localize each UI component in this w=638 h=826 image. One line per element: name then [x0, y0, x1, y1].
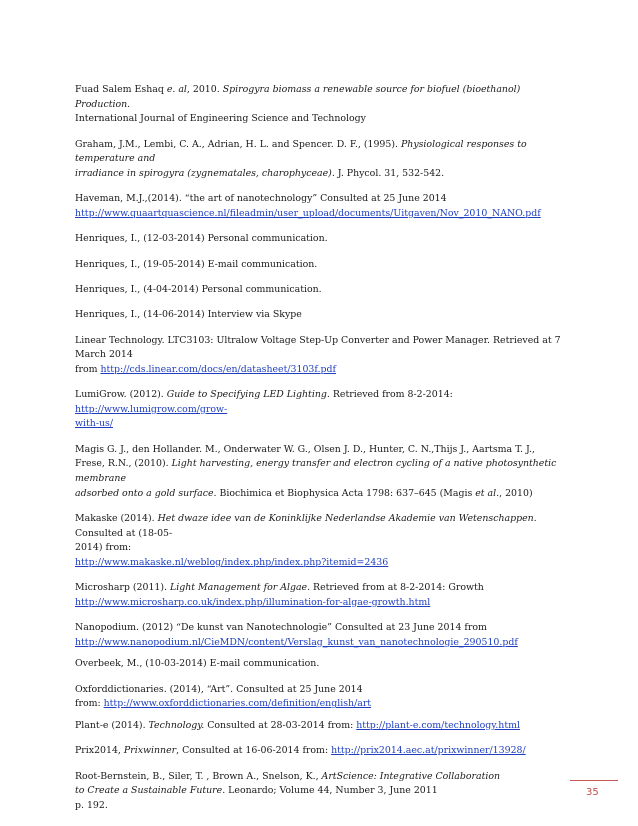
- reference-italic-text: e. al: [166, 84, 187, 95]
- reference-text: , 2010.: [186, 84, 223, 95]
- reference-entry-graham: [75, 138, 575, 182]
- reference-line: [75, 487, 575, 502]
- reference-italic-text: Het dwaze idee van de Koninklijke Nederlandse Akademie van Wetenschappen: [157, 513, 534, 525]
- reference-text: Nanopodium. (2012) “De kunst van Nanotechnologie” Consulted at 23 June 2014 from: [75, 622, 487, 634]
- reference-text: , Consulted at 16-06-2014 from:: [176, 745, 332, 757]
- reference-entry-henriques3: [75, 283, 575, 298]
- reference-line: [75, 744, 575, 759]
- reference-text: from:: [75, 698, 104, 710]
- reference-text: Plant-e (2014).: [75, 719, 149, 731]
- reference-line: [75, 683, 575, 698]
- reference-italic-text: Light Management for Algae.: [170, 582, 311, 594]
- reference-text: . Biochimica et Biophysica Acta 1798: 637–645 (Magis: [213, 487, 476, 499]
- reference-text: Overbeek, M., (10-03-2014) E-mail communication.: [75, 658, 320, 670]
- reference-italic-text: et al.: [475, 487, 500, 499]
- reference-text: International Journal of Engineering Science and Technology: [75, 113, 366, 125]
- page-number: 35: [586, 787, 599, 798]
- reference-text: . Consulted at (18-05-: [75, 513, 537, 539]
- reference-italic-text: Spirogyra biomass a renewable source for biofuel (bioethanol) Production.: [75, 84, 521, 110]
- reference-italic-text: Guide to Specifying LED Lighting.: [166, 389, 330, 401]
- reference-line: [75, 232, 575, 247]
- reference-line: [75, 581, 575, 596]
- reference-text: Oxforddictionaries. (2014), “Art”. Consulted at 25 June 2014: [75, 683, 363, 695]
- reference-link[interactable]: http://www.quaartquascience.nl/fileadmin/user_upload/documents/Uitgaven/Nov_2010_NANO.pdf: [75, 207, 541, 219]
- reference-link[interactable]: http://plant-e.com/technology.html: [356, 719, 520, 731]
- reference-entry-prix: [75, 744, 575, 759]
- reference-text: Henriques, I., (19-05-2014) E-mail communication.: [75, 258, 318, 270]
- reference-italic-text: adsorbed onto a gold surface: [75, 487, 214, 499]
- reference-line: [75, 112, 575, 127]
- footer-rule: [570, 780, 618, 781]
- reference-text: LumiGrow. (2012).: [75, 389, 167, 401]
- reference-text: Magis G. J., den Hollander. M., Onderwater W. G., Olsen J. D., Hunter, C. N.,Thijs J., Aartsma T. J.,: [75, 443, 535, 455]
- reference-entry-linear: [75, 334, 575, 378]
- reference-text: Makaske (2014).: [75, 513, 158, 525]
- reference-text: Linear Technology. LTC3103: Ultralow Voltage Step-Up Converter and Power Manager. Retrieved at 7 March 2014: [75, 334, 561, 361]
- reference-list: [75, 83, 575, 824]
- reference-line: [75, 258, 575, 273]
- reference-text: Consulted at 28-03-2014 from:: [204, 719, 357, 731]
- reference-text: 2014) from:: [75, 542, 132, 554]
- reference-text: from: [75, 363, 101, 375]
- reference-line: [75, 784, 575, 799]
- reference-text: Frese, R.N., (2010).: [75, 458, 172, 470]
- reference-entry-root: [75, 770, 575, 814]
- reference-line: [75, 799, 575, 814]
- reference-text: . Leonardo; Volume 44, Number 3, June 2011: [222, 785, 438, 797]
- reference-line: [75, 719, 575, 734]
- reference-line: [75, 556, 575, 571]
- reference-link[interactable]: http://www.lumigrow.com/grow-: [75, 403, 228, 415]
- reference-line: [75, 334, 575, 363]
- reference-entry-nanopodium: [75, 621, 575, 650]
- reference-text: Haveman, M.J.,(2014). “the art of nanotechnology” Consulted at 25 June 2014: [75, 193, 447, 205]
- reference-entry-microsharp: [75, 581, 575, 610]
- reference-line: [75, 388, 575, 417]
- reference-line: [75, 541, 575, 556]
- reference-line: [75, 207, 575, 222]
- reference-text: Henriques, I., (12-03-2014) Personal communication.: [75, 233, 328, 245]
- reference-line: [75, 83, 575, 112]
- reference-italic-text: Physiological responses to temperature and: [75, 138, 527, 165]
- reference-entry-lumigrow: [75, 388, 575, 432]
- reference-text: Prix2014,: [75, 745, 124, 757]
- reference-entry-oxford: [75, 683, 575, 712]
- reference-text: Henriques, I., (4-04-2014) Personal communication.: [75, 283, 322, 295]
- reference-line: [75, 283, 575, 298]
- reference-italic-text: to Create a Sustainable Future: [75, 785, 223, 797]
- reference-text: Retrieved from at 8-2-2014: Growth: [310, 582, 484, 594]
- reference-entry-eshaq: [75, 83, 575, 127]
- reference-link[interactable]: http://www.oxforddictionaries.com/definition/english/art: [103, 698, 372, 710]
- reference-line: [75, 512, 575, 541]
- reference-text: , 2010): [499, 487, 533, 499]
- reference-line: [75, 167, 575, 182]
- reference-entry-magis: [75, 443, 575, 501]
- reference-entry-henriques2: [75, 258, 575, 273]
- reference-text: Henriques, I., (14-06-2014) Interview via Skype: [75, 309, 302, 321]
- reference-italic-text: Technology.: [148, 719, 205, 731]
- reference-link[interactable]: http://prix2014.aec.at/prixwinner/13928/: [331, 745, 526, 757]
- reference-link[interactable]: with-us/: [75, 418, 114, 430]
- reference-link[interactable]: http://www.nanopodium.nl/CieMDN/content/Verslag_kunst_van_nanotechnologie_290510.pdf: [75, 636, 518, 648]
- reference-link[interactable]: http://www.microsharp.co.uk/index.php/illumination-for-algae-growth.html: [75, 596, 431, 608]
- reference-link[interactable]: http://www.makaske.nl/weblog/index.php/index.php?itemid=2436: [75, 556, 389, 568]
- reference-line: [75, 457, 575, 486]
- reference-italic-text: ArtScience: Integrative Collaboration: [321, 770, 501, 782]
- reference-text: Graham, J.M., Lembi, C. A., Adrian, H. L. and Spencer. D. F., (1995).: [75, 138, 401, 150]
- reference-text: Fuad Salem Eshaq: [75, 84, 167, 95]
- reference-line: [75, 636, 575, 651]
- reference-link[interactable]: http://cds.linear.com/docs/en/datasheet/3103f.pdf: [100, 363, 336, 375]
- reference-entry-makaske: [75, 512, 575, 570]
- reference-entry-henriques1: [75, 232, 575, 247]
- reference-italic-text: Light harvesting, energy transfer and electron cycling of a native photosynthetic membrane: [75, 458, 557, 485]
- reference-line: [75, 417, 575, 432]
- reference-line: [75, 697, 575, 712]
- reference-text: Root-Bernstein, B., Siler, T. , Brown A., Snelson, K.,: [75, 770, 322, 782]
- reference-line: [75, 192, 575, 207]
- reference-line: [75, 308, 575, 323]
- reference-italic-text: irradiance in spirogyra (zygnematales, charophyceae): [75, 167, 332, 179]
- reference-entry-henriques4: [75, 308, 575, 323]
- reference-entry-haveman: [75, 192, 575, 221]
- reference-entry-overbeek: [75, 657, 575, 672]
- reference-line: [75, 770, 575, 785]
- reference-text: Retrieved from 8-2-2014:: [329, 389, 453, 401]
- reference-line: [75, 443, 575, 458]
- reference-line: [75, 621, 575, 636]
- reference-line: [75, 657, 575, 672]
- reference-text: . J. Phycol. 31, 532-542.: [331, 167, 445, 179]
- reference-italic-text: Prixwinner: [123, 745, 177, 757]
- reference-line: [75, 596, 575, 611]
- reference-line: [75, 138, 575, 167]
- reference-line: [75, 363, 575, 378]
- reference-text: p. 192.: [75, 799, 108, 811]
- reference-entry-plante: [75, 719, 575, 734]
- reference-text: Microsharp (2011).: [75, 582, 171, 594]
